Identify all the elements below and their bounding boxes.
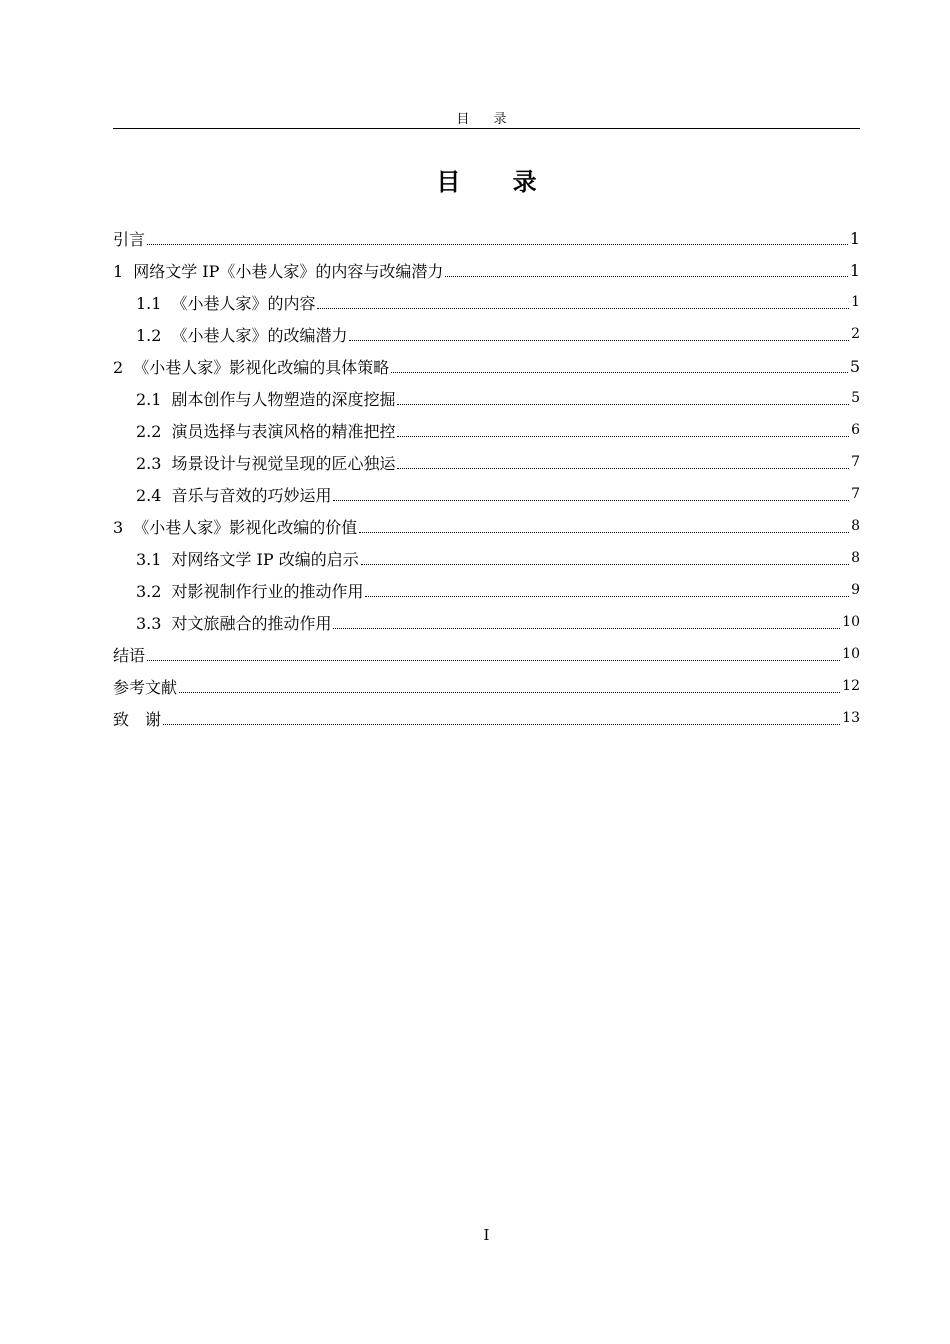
toc-entry-label — [136, 579, 363, 602]
toc-entry-label — [136, 419, 395, 442]
toc-entry-text: 《小巷人家》的内容 — [171, 293, 316, 313]
toc-entry-number: 1.2 — [136, 325, 162, 345]
toc-entry-text: 场景设计与视觉呈现的匠心独运 — [171, 453, 396, 473]
toc-entry[interactable] — [113, 414, 860, 446]
toc-entry[interactable] — [113, 606, 860, 638]
toc-leader-dots — [179, 692, 840, 693]
toc-leader-dots — [365, 596, 849, 597]
toc-entry[interactable] — [113, 318, 860, 350]
toc-leader-dots — [147, 660, 840, 661]
toc-entry-page: 8 — [851, 550, 860, 566]
toc-entry-label — [136, 547, 359, 570]
toc-entry-page: 7 — [851, 454, 860, 470]
toc-entry-page: 8 — [851, 518, 860, 534]
toc-leader-dots — [361, 564, 849, 565]
toc-entry[interactable] — [113, 254, 860, 286]
table-of-contents — [113, 222, 860, 734]
toc-entry-page: 1 — [849, 228, 860, 248]
toc-entry-page: 5 — [851, 390, 860, 406]
toc-leader-dots — [147, 244, 848, 245]
toc-entry-page: 10 — [842, 646, 860, 662]
toc-entry-number: 1 — [113, 261, 124, 281]
toc-entry[interactable] — [113, 350, 860, 382]
toc-entry-page: 2 — [851, 326, 860, 342]
toc-entry-text: 致 谢 — [113, 709, 162, 729]
toc-entry-page: 12 — [842, 678, 860, 694]
toc-entry-number: 3 — [113, 517, 124, 537]
toc-entry-number: 2.4 — [136, 485, 162, 505]
toc-entry-text: 对文旅融合的推动作用 — [171, 613, 332, 633]
toc-entry[interactable] — [113, 286, 860, 318]
toc-leader-dots — [333, 628, 840, 629]
toc-entry[interactable] — [113, 542, 860, 574]
toc-entry-number: 2 — [113, 357, 124, 377]
toc-entry[interactable] — [113, 382, 860, 414]
toc-entry[interactable] — [113, 670, 860, 702]
footer-page-number: I — [483, 1226, 490, 1244]
toc-leader-dots — [397, 468, 849, 469]
toc-entry-label — [136, 451, 395, 474]
toc-entry[interactable] — [113, 702, 860, 734]
toc-entry-text: 演员选择与表演风格的精准把控 — [171, 421, 396, 441]
toc-entry-number: 1.1 — [136, 293, 162, 313]
toc-entry[interactable] — [113, 574, 860, 606]
toc-entry-text: 剧本创作与人物塑造的深度挖掘 — [171, 389, 396, 409]
toc-entry-number: 3.3 — [136, 613, 162, 633]
toc-entry-label — [113, 515, 357, 538]
toc-entry[interactable] — [113, 478, 860, 510]
toc-entry-text: 《小巷人家》影视化改编的价值 — [133, 517, 358, 537]
toc-entry-text: 对网络文学 IP 改编的启示 — [171, 549, 359, 569]
toc-entry-text: 对影视制作行业的推动作用 — [171, 581, 364, 601]
toc-entry-label — [136, 483, 331, 506]
toc-entry-label — [113, 707, 161, 730]
toc-leader-dots — [359, 532, 849, 533]
toc-entry-page: 7 — [851, 486, 860, 502]
toc-leader-dots — [391, 372, 848, 373]
toc-entry-number: 3.2 — [136, 581, 162, 601]
running-header: 目 录 — [456, 112, 517, 127]
toc-entry-label — [113, 259, 443, 282]
toc-leader-dots — [445, 276, 847, 277]
toc-entry-text: 参考文献 — [113, 677, 178, 697]
page-title: 目 录 — [436, 168, 559, 196]
toc-entry-number: 2.2 — [136, 421, 162, 441]
toc-entry-label — [136, 387, 395, 410]
toc-entry-label — [136, 611, 331, 634]
toc-entry-text: 音乐与音效的巧妙运用 — [171, 485, 332, 505]
toc-entry-text: 《小巷人家》影视化改编的具体策略 — [133, 357, 390, 377]
toc-entry-text: 结语 — [113, 645, 146, 665]
toc-entry-page: 13 — [842, 710, 860, 726]
toc-leader-dots — [397, 436, 849, 437]
toc-leader-dots — [163, 724, 840, 725]
toc-leader-dots — [333, 500, 849, 501]
toc-entry-number: 3.1 — [136, 549, 162, 569]
toc-entry-label — [113, 643, 145, 666]
toc-entry-page: 5 — [849, 356, 860, 376]
toc-entry[interactable] — [113, 638, 860, 670]
toc-entry-page: 10 — [842, 614, 860, 630]
toc-entry-page: 6 — [851, 422, 860, 438]
toc-entry-page: 1 — [849, 260, 860, 280]
header-rule — [113, 128, 860, 129]
toc-entry-text: 《小巷人家》的改编潜力 — [171, 325, 348, 345]
toc-entry-text: 网络文学 IP《小巷人家》的内容与改编潜力 — [133, 261, 444, 281]
toc-entry[interactable] — [113, 446, 860, 478]
toc-entry-label — [136, 291, 315, 314]
toc-leader-dots — [397, 404, 849, 405]
toc-entry-page: 9 — [851, 582, 860, 598]
toc-entry-text: 引言 — [113, 229, 146, 249]
toc-leader-dots — [349, 340, 849, 341]
toc-entry-number: 2.3 — [136, 453, 162, 473]
toc-entry-label — [113, 227, 145, 250]
toc-entry-label — [113, 355, 389, 378]
toc-leader-dots — [317, 308, 849, 309]
toc-entry-label — [113, 675, 177, 698]
toc-entry[interactable] — [113, 510, 860, 542]
toc-entry-number: 2.1 — [136, 389, 162, 409]
toc-entry-label — [136, 323, 347, 346]
toc-entry[interactable] — [113, 222, 860, 254]
toc-entry-page: 1 — [851, 294, 860, 310]
